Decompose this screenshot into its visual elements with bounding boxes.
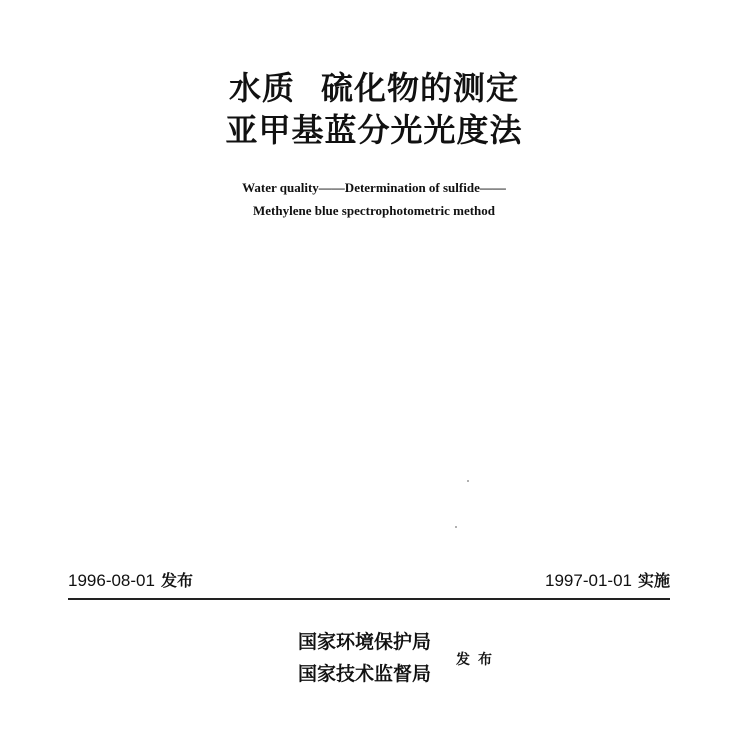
issuer-org-1: 国家环境保护局 (298, 631, 432, 653)
publish-label: 发布 (160, 571, 193, 590)
scan-speck (455, 526, 457, 528)
chinese-title-line-1 (0, 68, 748, 108)
issuer-org-2: 国家技术监督局 (298, 663, 432, 685)
implement-date: 1997-01-01 (545, 571, 632, 590)
scan-speck (467, 480, 469, 482)
publish-date-block (68, 568, 193, 594)
chinese-title-line-2: 亚甲基蓝分光光度法 (225, 111, 523, 149)
english-title-line-1: Water quality——Determination of sulfide—— (242, 180, 506, 195)
chinese-title-part-2: 硫化物的测定 (321, 69, 520, 107)
implement-label: 实施 (637, 571, 670, 590)
publish-date: 1996-08-01 (68, 571, 155, 590)
chinese-title-part-1: 水质 (228, 69, 295, 107)
date-row (68, 568, 670, 594)
english-title-line-2: Methylene blue spectrophotometric method (252, 203, 496, 218)
implement-date-block (545, 568, 670, 594)
horizontal-rule (68, 598, 670, 600)
issue-label: 发布 (456, 652, 500, 668)
issuing-organizations (298, 626, 431, 690)
